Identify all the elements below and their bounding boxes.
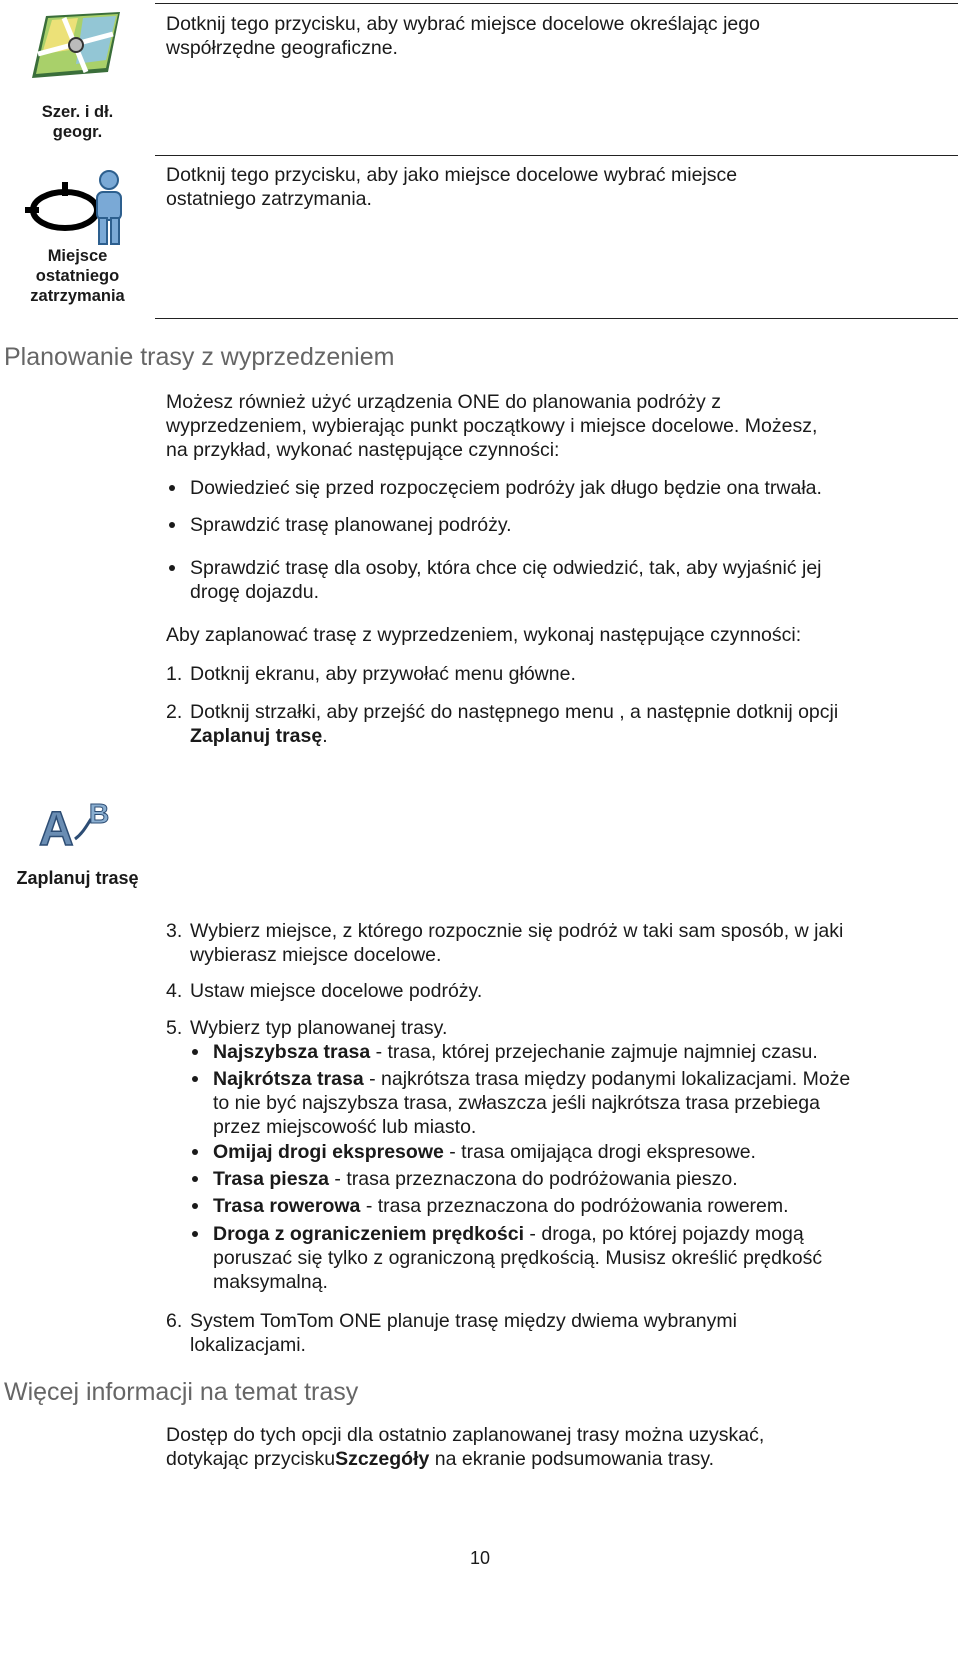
route-type-line: to nie być najszybsza trasa, zwłaszcza jeśli najkrótsza trasa przebiega [213,1092,820,1114]
last-stop-person-icon [25,168,135,248]
intro-line: wyprzedzeniem, wybierając punkt początkowy i miejsce docelowe. Możesz, [166,415,818,437]
step-line [190,724,950,748]
route-type-desc: - trasa omijająca drogi ekspresowe. [443,1141,756,1163]
route-type-item [213,1167,738,1191]
plan-route-button-label: Zaplanuj trasę [16,868,139,888]
route-type-item [213,1140,756,1164]
bullet-dot [169,485,175,491]
last-stop-button-label [0,246,155,306]
route-type-line [213,1167,738,1191]
route-type-desc: - trasa przeznaczona do podróżowania pieszo. [329,1168,738,1190]
label-line: Szer. i dł. [41,103,114,121]
bold-term: Zaplanuj trasę [190,725,323,747]
step-text [190,700,950,748]
route-type-term: Trasa rowerowa [213,1195,361,1217]
bold-term: Szczegóły [335,1448,430,1470]
step-number: 1. [166,663,183,685]
route-type-term: Najszybsza trasa [213,1041,371,1063]
route-type-line [213,1140,756,1164]
step-line: System TomTom ONE planuje trasę między dwiema wybranymi [190,1310,737,1332]
desc-line: Dotknij tego przycisku, aby jako miejsce docelowe wybrać miejsce [166,164,738,186]
route-type-term: Droga z ograniczeniem prędkości [213,1223,525,1245]
bullet-item [190,556,822,604]
intro-line: Możesz również użyć urządzenia ONE do planowania podróży z [166,391,721,413]
page-number: 10 [469,1548,491,1568]
info-line [166,1447,946,1471]
steps-intro: Aby zaplanować trasę z wyprzedzeniem, wykonaj następujące czynności: [166,624,802,646]
desc-line: ostatniego zatrzymania. [166,188,372,210]
bullet-dot [192,1049,198,1055]
route-type-item [213,1222,822,1294]
bullet-dot [192,1076,198,1082]
top-rule [155,3,958,4]
route-type-line [213,1222,822,1246]
step-text [190,1309,950,1357]
svg-text:B: B [89,798,110,829]
step-text: Wybierz typ planowanej trasy. [190,1017,448,1039]
intro-line: na przykład, wykonać następujące czynności: [166,439,560,461]
route-type-desc: - trasa, której przejechanie zajmuje najmniej czasu. [370,1041,818,1063]
section-divider [155,318,958,319]
bullet-dot [192,1176,198,1182]
route-type-line [213,1040,818,1064]
step-line: Wybierz miejsce, z którego rozpocznie się podróż w taki sam sposób, w jaki [190,920,844,942]
coordinates-button-label [0,102,155,142]
step-number: 6. [166,1310,183,1332]
info-line: Dostęp do tych opcji dla ostatnio zaplanowanej trasy można uzyskać, [166,1424,765,1446]
step-tail: . [322,725,328,747]
bullet-line: drogę dojazdu. [190,581,320,603]
section-heading-planning: Planowanie trasy z wyprzedzeniem [4,343,395,371]
route-type-line: poruszać się tylko z ograniczoną prędkością. Musisz określić prędkość [213,1247,823,1269]
route-type-term: Trasa piesza [213,1168,329,1190]
route-type-desc: - najkrótsza trasa między podanymi lokalizacjami. Może [363,1068,851,1090]
desc-line: współrzędne geograficzne. [166,37,398,59]
route-type-item [213,1067,850,1139]
route-type-line: maksymalną. [213,1271,328,1293]
label-line: geogr. [52,123,103,141]
label-line: zatrzymania [30,287,125,305]
map-coordinates-icon [28,10,128,82]
label-line: Miejsce [47,247,108,265]
step-number: 5. [166,1017,183,1039]
info-text: dotykając przycisku [166,1448,336,1470]
route-type-term: Omijaj drogi ekspresowe [213,1141,444,1163]
info-text: na ekranie podsumowania trasy. [429,1448,715,1470]
bullet-dot [169,565,175,571]
step-text: Dotknij ekranu, aby przywołać menu główne. [190,663,576,685]
route-type-desc: - droga, po której pojazdy mogą [524,1223,804,1245]
svg-text:A: A [39,803,74,855]
step-number: 2. [166,701,183,723]
route-type-term: Najkrótsza trasa [213,1068,364,1090]
bullet-dot [192,1149,198,1155]
route-type-desc: - trasa przeznaczona do podróżowania rowerem. [360,1195,789,1217]
plan-route-ab-icon [35,795,120,855]
label-line: ostatniego [35,267,120,285]
coordinates-description [166,12,946,60]
step-number: 4. [166,980,183,1002]
bullet-item: Dowiedzieć się przed rozpoczęciem podróży jak długo będzie ona trwała. [190,477,822,499]
route-type-item [213,1040,818,1064]
desc-line: Dotknij tego przycisku, aby wybrać miejsce docelowe określając jego [166,13,760,35]
step-text: Ustaw miejsce docelowe podróży. [190,980,483,1002]
route-type-line: przez miejscowość lub miasto. [213,1116,477,1138]
bullet-line: Sprawdzić trasę dla osoby, która chce cię odwiedzić, tak, aby wyjaśnić jej [190,557,822,579]
last-stop-description [166,163,946,211]
route-type-line [213,1194,789,1218]
bullet-dot [169,522,175,528]
bullet-dot [192,1203,198,1209]
step-line: Dotknij strzałki, aby przejść do następnego menu , a następnie dotknij opcji [190,701,839,723]
bullet-item: Sprawdzić trasę planowanej podróży. [190,514,512,536]
route-type-item [213,1194,789,1218]
route-type-line [213,1067,850,1091]
step-line: lokalizacjami. [190,1334,306,1356]
entry-divider [155,155,958,156]
step-text [190,919,950,967]
planning-intro [166,390,946,462]
bullet-dot [192,1231,198,1237]
section-heading-more-info: Więcej informacji na temat trasy [4,1378,359,1406]
more-info-text [166,1423,946,1471]
step-number: 3. [166,920,183,942]
step-line: wybierasz miejsce docelowe. [190,944,442,966]
